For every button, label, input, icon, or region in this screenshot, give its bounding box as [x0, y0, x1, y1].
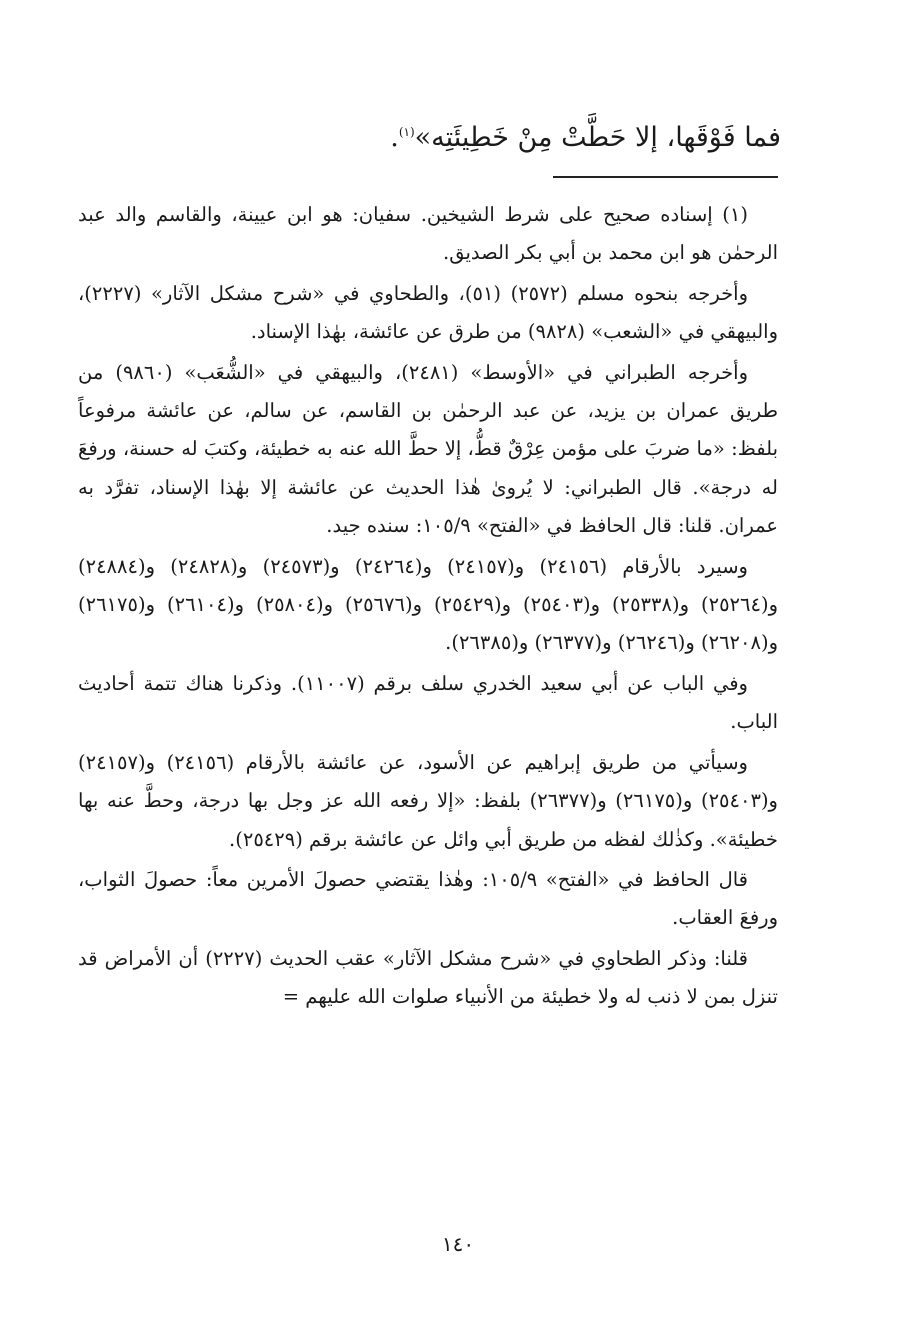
footnote-paragraph: وأخرجه بنحوه مسلم (٢٥٧٢) (٥١)، والطحاوي في «شرح مشكل الآثار» (٢٢٢٧)، والبيهقي في «الشعب» (٩٨٢٨) من طرق عن عائشة، بهٰذا الإسناد. [78, 281, 778, 344]
footnote-paragraph: قال الحافظ في «الفتح» ١٠٥/٩: وهٰذا يقتضي حصولَ الأمرين معاً: حصولَ الثواب، ورفعَ العقاب. [78, 867, 778, 930]
footnote-marker: (١) [398, 125, 415, 139]
page-number: ١٤٠ [441, 1232, 475, 1256]
footnote-paragraph: وسيرد بالأرقام (٢٤١٥٦) و(٢٤١٥٧) و(٢٤٢٦٤) و(٢٤٥٧٣) و(٢٤٨٢٨) و(٢٤٨٨٤) و(٢٥٢٦٤) و(٢٥٣٣٨) و(٢٥٤٠٣) و(٢٥٤٢٩) و(٢٥٦٧٦) و(٢٥٨٠٤) و(٢٦١٠٤) و(٢٦١٧٥) و(٢٦٢٠٨) و(٢٦٢٤٦) و(٢٦٣٧٧) و(٢٦٣٨٥). [78, 554, 779, 655]
footnote-separator [553, 176, 778, 178]
footnote-paragraph: وفي الباب عن أبي سعيد الخدري سلف برقم (١١٠٠٧). وذكرنا هناك تتمة أحاديث الباب. [78, 671, 778, 734]
main-text-end: . [390, 122, 399, 153]
footnote-paragraph: وسيأتي من طريق إبراهيم عن الأسود، عن عائشة بالأرقام (٢٤١٥٦) و(٢٤١٥٧) و(٢٥٤٠٣) و(٢٦١٧٥) و(٢٦٣٧٧) بلفظ: «إلا رفعه الله عز وجل بها درجة، وحطَّ عنه بها خطيئة». وكذٰلك لفظه من طريق أبي وائل عن عائشة برقم (٢٥٤٢٩). [78, 750, 778, 851]
footnote-paragraph: قلنا: وذكر الطحاوي في «شرح مشكل الآثار» عقب الحديث (٢٢٢٧) أن الأمراض قد تنزل بمن لا ذنب له ولا خطيئة من الأنبياء صلوات الله عليهم = [78, 946, 778, 1009]
footnotes-block [78, 196, 778, 1019]
footnote-paragraph: (١) إسناده صحيح على شرط الشيخين. سفيان: هو ابن عيينة، والقاسم والد عبد الرحمٰن هو ابن محمد بن أبي بكر الصديق. [78, 203, 778, 265]
main-text: فما فَوْقَها، إلا حَطَّتْ مِنْ خَطِيئَتِه» [414, 122, 781, 153]
main-text-line [101, 112, 781, 158]
footnote-paragraph: وأخرجه الطبراني في «الأوسط» (٢٤٨١)، والبيهقي في «الشُّعَب» (٩٨٦٠) من طريق عمران بن يزيد، عن عبد الرحمٰن بن القاسم، عن سالم، عن عائشة مرفوعاً بلفظ: «ما ضربَ على مؤمن عِرْقٌ قطُّ، إلا حطَّ الله عنه به خطيئة، وكتبَ له حسنة، ورفعَ له درجة». قال الطبراني: لا يُروىٰ هٰذا الحديث عن عائشة إلا بهٰذا الإسناد، تفرَّد به عمران. قلنا: قال الحافظ في «الفتح» ١٠٥/٩: سنده جيد. [78, 360, 778, 538]
